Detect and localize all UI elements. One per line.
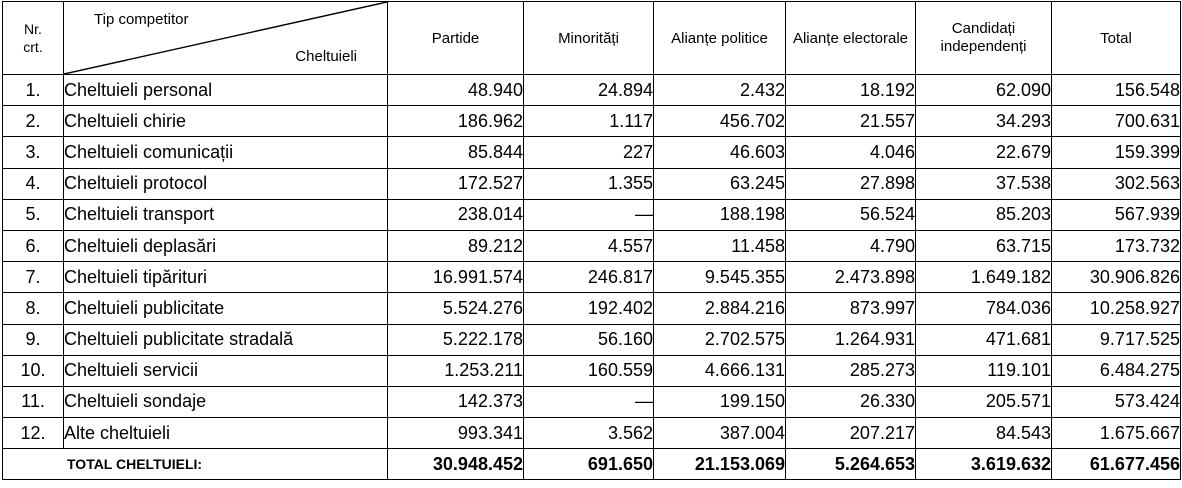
table-row bbox=[3, 293, 1181, 324]
table-row bbox=[3, 386, 1181, 417]
cell-total: 30.906.826 bbox=[1052, 262, 1181, 293]
cell-total: 156.548 bbox=[1052, 75, 1181, 106]
cell-minoritati: — bbox=[524, 199, 654, 230]
cell-aliante-electorale: 285.273 bbox=[786, 355, 916, 386]
cell-aliante-politice: 63.245 bbox=[654, 168, 786, 199]
cell-aliante-politice: 9.545.355 bbox=[654, 262, 786, 293]
cell-candidati-independenti: 784.036 bbox=[916, 293, 1052, 324]
cell-candidati-independenti: 63.715 bbox=[916, 230, 1052, 261]
cell-partide: 5.524.276 bbox=[388, 293, 524, 324]
cell-total: 573.424 bbox=[1052, 386, 1181, 417]
total-candidati-independenti: 3.619.632 bbox=[916, 449, 1052, 480]
row-number: 1. bbox=[3, 75, 64, 106]
row-number: 4. bbox=[3, 168, 64, 199]
cell-aliante-electorale: 26.330 bbox=[786, 386, 916, 417]
col-header-total: Total bbox=[1052, 2, 1181, 75]
cell-aliante-politice: 2.884.216 bbox=[654, 293, 786, 324]
cell-minoritati: 1.355 bbox=[524, 168, 654, 199]
cell-minoritati: 4.557 bbox=[524, 230, 654, 261]
cell-candidati-independenti: 85.203 bbox=[916, 199, 1052, 230]
cell-aliante-electorale: 4.046 bbox=[786, 137, 916, 168]
row-label: Cheltuieli deplasări bbox=[64, 230, 388, 261]
cell-partide: 16.991.574 bbox=[388, 262, 524, 293]
row-number: 2. bbox=[3, 106, 64, 137]
cell-total: 10.258.927 bbox=[1052, 293, 1181, 324]
cell-aliante-electorale: 56.524 bbox=[786, 199, 916, 230]
cell-aliante-electorale: 1.264.931 bbox=[786, 324, 916, 355]
cell-minoritati: 160.559 bbox=[524, 355, 654, 386]
cell-candidati-independenti: 205.571 bbox=[916, 386, 1052, 417]
cell-minoritati: 192.402 bbox=[524, 293, 654, 324]
row-label: Cheltuieli publicitate bbox=[64, 293, 388, 324]
row-label: Cheltuieli personal bbox=[64, 75, 388, 106]
row-label: Cheltuieli chirie bbox=[64, 106, 388, 137]
cell-minoritati: 56.160 bbox=[524, 324, 654, 355]
total-grand: 61.677.456 bbox=[1052, 449, 1181, 480]
cell-aliante-politice: 199.150 bbox=[654, 386, 786, 417]
cell-candidati-independenti: 62.090 bbox=[916, 75, 1052, 106]
cell-aliante-politice: 4.666.131 bbox=[654, 355, 786, 386]
cell-total: 6.484.275 bbox=[1052, 355, 1181, 386]
cell-partide: 186.962 bbox=[388, 106, 524, 137]
row-number: 9. bbox=[3, 324, 64, 355]
table-row bbox=[3, 106, 1181, 137]
cell-total: 9.717.525 bbox=[1052, 324, 1181, 355]
cell-total: 700.631 bbox=[1052, 106, 1181, 137]
cell-aliante-electorale: 18.192 bbox=[786, 75, 916, 106]
cell-minoritati: 246.817 bbox=[524, 262, 654, 293]
cell-minoritati: 3.562 bbox=[524, 418, 654, 449]
total-aliante-electorale: 5.264.653 bbox=[786, 449, 916, 480]
cell-aliante-politice: 46.603 bbox=[654, 137, 786, 168]
row-number: 10. bbox=[3, 355, 64, 386]
table-row bbox=[3, 199, 1181, 230]
cell-candidati-independenti: 84.543 bbox=[916, 418, 1052, 449]
row-number: 7. bbox=[3, 262, 64, 293]
cell-partide: 48.940 bbox=[388, 75, 524, 106]
cell-aliante-politice: 456.702 bbox=[654, 106, 786, 137]
row-label: Cheltuieli comunicații bbox=[64, 137, 388, 168]
cell-aliante-politice: 2.702.575 bbox=[654, 324, 786, 355]
cell-minoritati: — bbox=[524, 386, 654, 417]
expenses-label: Cheltuieli bbox=[295, 48, 357, 65]
header-row bbox=[3, 2, 1181, 75]
row-label: Cheltuieli servicii bbox=[64, 355, 388, 386]
cell-minoritati: 227 bbox=[524, 137, 654, 168]
row-label: Cheltuieli transport bbox=[64, 199, 388, 230]
col-header-minoritati: Minorități bbox=[524, 2, 654, 75]
cell-partide: 85.844 bbox=[388, 137, 524, 168]
cell-candidati-independenti: 471.681 bbox=[916, 324, 1052, 355]
total-minoritati: 691.650 bbox=[524, 449, 654, 480]
cell-candidati-independenti: 1.649.182 bbox=[916, 262, 1052, 293]
col-header-candidati-independenti: Candidați independenți bbox=[916, 2, 1052, 75]
cell-candidati-independenti: 34.293 bbox=[916, 106, 1052, 137]
row-number: 3. bbox=[3, 137, 64, 168]
cell-aliante-politice: 188.198 bbox=[654, 199, 786, 230]
row-number: 8. bbox=[3, 293, 64, 324]
cell-total: 159.399 bbox=[1052, 137, 1181, 168]
table-row bbox=[3, 137, 1181, 168]
cell-candidati-independenti: 119.101 bbox=[916, 355, 1052, 386]
row-label: Cheltuieli publicitate stradală bbox=[64, 324, 388, 355]
cell-aliante-politice: 387.004 bbox=[654, 418, 786, 449]
cell-partide: 142.373 bbox=[388, 386, 524, 417]
cell-minoritati: 24.894 bbox=[524, 75, 654, 106]
nr-crt-header bbox=[3, 2, 64, 75]
cell-aliante-electorale: 21.557 bbox=[786, 106, 916, 137]
cell-partide: 172.527 bbox=[388, 168, 524, 199]
table-row bbox=[3, 262, 1181, 293]
nr-header-line2: crt. bbox=[23, 39, 43, 55]
row-label: Cheltuieli tipărituri bbox=[64, 262, 388, 293]
cell-partide: 993.341 bbox=[388, 418, 524, 449]
table-row bbox=[3, 355, 1181, 386]
row-number: 5. bbox=[3, 199, 64, 230]
cell-aliante-electorale: 4.790 bbox=[786, 230, 916, 261]
row-number: 12. bbox=[3, 418, 64, 449]
row-label: Cheltuieli sondaje bbox=[64, 386, 388, 417]
table-row bbox=[3, 418, 1181, 449]
col-header-aliante-electorale: Alianțe electorale bbox=[786, 2, 916, 75]
cell-aliante-electorale: 27.898 bbox=[786, 168, 916, 199]
table-row bbox=[3, 324, 1181, 355]
cell-partide: 1.253.211 bbox=[388, 355, 524, 386]
row-number: 11. bbox=[3, 386, 64, 417]
cell-total: 1.675.667 bbox=[1052, 418, 1181, 449]
cell-aliante-politice: 11.458 bbox=[654, 230, 786, 261]
total-aliante-politice: 21.153.069 bbox=[654, 449, 786, 480]
cell-partide: 238.014 bbox=[388, 199, 524, 230]
nr-header-line1: Nr. bbox=[24, 21, 42, 37]
cell-aliante-electorale: 873.997 bbox=[786, 293, 916, 324]
col-header-partide: Partide bbox=[388, 2, 524, 75]
cell-minoritati: 1.117 bbox=[524, 106, 654, 137]
table-row bbox=[3, 75, 1181, 106]
diagonal-header-cell bbox=[64, 2, 388, 75]
cell-total: 173.732 bbox=[1052, 230, 1181, 261]
row-label: Alte cheltuieli bbox=[64, 418, 388, 449]
cell-candidati-independenti: 22.679 bbox=[916, 137, 1052, 168]
cell-total: 302.563 bbox=[1052, 168, 1181, 199]
table-row bbox=[3, 230, 1181, 261]
expenses-table bbox=[2, 1, 1181, 480]
total-label: TOTAL CHELTUIELI: bbox=[3, 449, 388, 480]
cell-aliante-politice: 2.432 bbox=[654, 75, 786, 106]
row-number: 6. bbox=[3, 230, 64, 261]
col-header-aliante-politice: Alianțe politice bbox=[654, 2, 786, 75]
cell-partide: 5.222.178 bbox=[388, 324, 524, 355]
competitor-type-label: Tip competitor bbox=[94, 11, 189, 28]
total-partide: 30.948.452 bbox=[388, 449, 524, 480]
cell-aliante-electorale: 2.473.898 bbox=[786, 262, 916, 293]
cell-partide: 89.212 bbox=[388, 230, 524, 261]
cell-total: 567.939 bbox=[1052, 199, 1181, 230]
table-row bbox=[3, 168, 1181, 199]
cell-candidati-independenti: 37.538 bbox=[916, 168, 1052, 199]
row-label: Cheltuieli protocol bbox=[64, 168, 388, 199]
total-row bbox=[3, 449, 1181, 480]
cell-aliante-electorale: 207.217 bbox=[786, 418, 916, 449]
